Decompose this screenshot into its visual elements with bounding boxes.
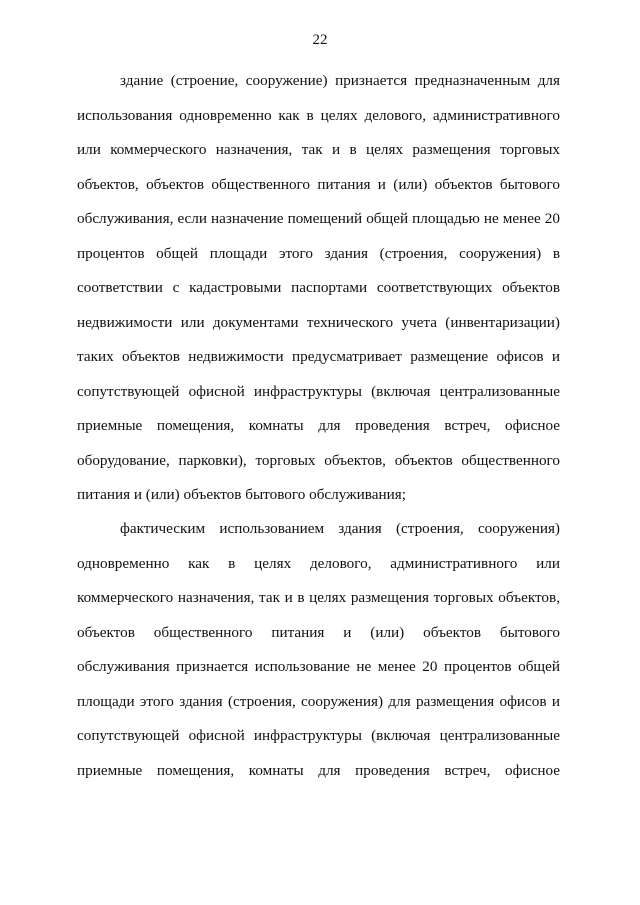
- text-line: приемные помещения, комнаты для проведения встреч, офисное: [77, 762, 560, 779]
- text-line: процентов общей площади этого здания (строения, сооружения) в: [77, 245, 560, 262]
- text-line: обслуживания признается использование не менее 20 процентов общей: [77, 658, 560, 675]
- text-line: здание (строение, сооружение) признается предназначенным для: [120, 72, 560, 89]
- page-number: 22: [312, 32, 328, 48]
- text-line: обслуживания, если назначение помещений общей площадью не менее 20: [77, 210, 560, 227]
- text-line: коммерческого назначения, так и в целях размещения торговых объектов,: [77, 589, 560, 606]
- text-line: объектов общественного питания и (или) объектов бытового: [77, 624, 560, 641]
- text-line: питания и (или) объектов бытового обслуживания;: [77, 486, 406, 503]
- text-line: одновременно как в целях делового, административного или: [77, 555, 560, 572]
- text-line: соответствии с кадастровыми паспортами соответствующих объектов: [77, 279, 560, 296]
- text-line: объектов, объектов общественного питания и (или) объектов бытового: [77, 176, 560, 193]
- text-line: использования одновременно как в целях делового, административного: [77, 107, 560, 124]
- text-line: приемные помещения, комнаты для проведения встреч, офисное: [77, 417, 560, 434]
- text-line: оборудование, парковки), торговых объектов, объектов общественного: [77, 452, 560, 469]
- text-line: площади этого здания (строения, сооружения) для размещения офисов и: [77, 693, 560, 710]
- text-line: таких объектов недвижимости предусматривает размещение офисов и: [77, 348, 560, 365]
- text-line: сопутствующей офисной инфраструктуры (включая централизованные: [77, 727, 560, 744]
- text-line: или коммерческого назначения, так и в целях размещения торговых: [77, 141, 560, 158]
- text-line: фактическим использованием здания (строения, сооружения): [120, 520, 560, 537]
- text-line: недвижимости или документами технического учета (инвентаризации): [77, 314, 560, 331]
- text-line: сопутствующей офисной инфраструктуры (включая централизованные: [77, 383, 560, 400]
